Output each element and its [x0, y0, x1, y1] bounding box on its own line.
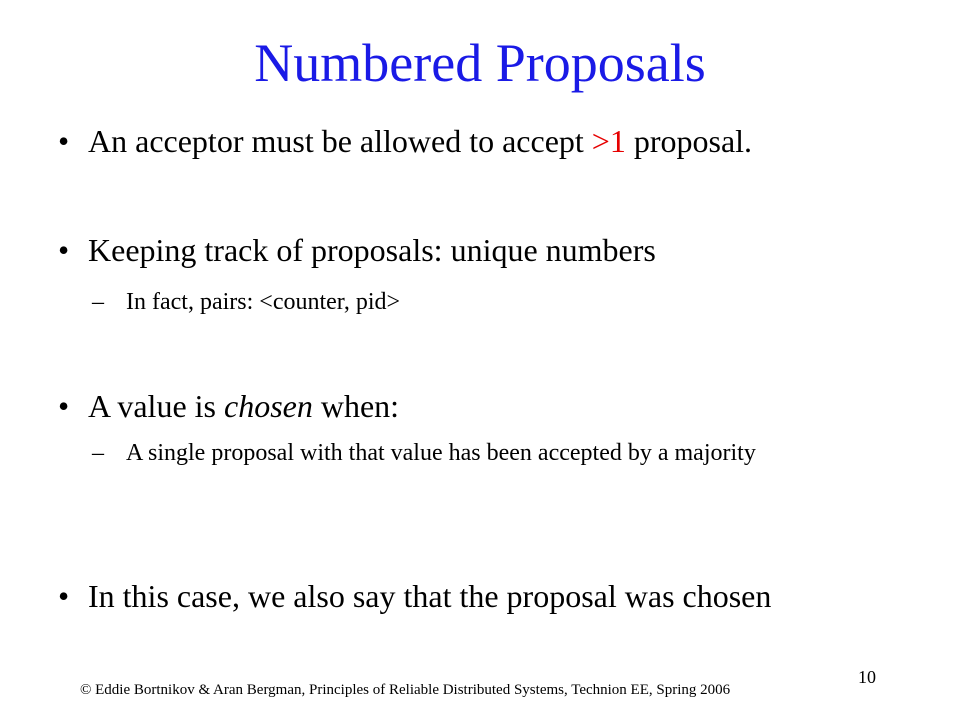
- bullet-text: [88, 386, 399, 426]
- footer-copyright: © Eddie Bortnikov & Aran Bergman, Principles of Reliable Distributed Systems, Technion EE, Spring 2006: [80, 682, 731, 698]
- bullet-text-part: A value is: [88, 388, 224, 424]
- sub-marker: –: [92, 289, 104, 315]
- subbullet-text: A single proposal with that value has been accepted by a majority: [126, 440, 756, 466]
- bullet-marker: •: [58, 232, 70, 268]
- page-number: 10: [858, 667, 876, 687]
- slide-title: Numbered Proposals: [254, 33, 706, 93]
- bullet-text-part: An acceptor must be allowed to accept: [88, 123, 592, 159]
- subbullet-text: In fact, pairs: <counter, pid>: [126, 289, 401, 315]
- bullet-marker: •: [58, 388, 70, 424]
- bullet-marker: •: [58, 123, 70, 159]
- sub-marker: –: [92, 440, 104, 466]
- bullet-text: [88, 121, 752, 161]
- bullet-text: Keeping track of proposals: unique numbers: [88, 232, 656, 268]
- highlight-text: >1: [591, 123, 626, 159]
- bullet-text: In this case, we also say that the proposal was chosen: [88, 578, 772, 614]
- bullet-text-part: when:: [312, 388, 400, 424]
- bullet-text-part: proposal.: [625, 123, 753, 159]
- bullet-marker: •: [58, 578, 70, 614]
- emphasis-text: chosen: [223, 388, 313, 424]
